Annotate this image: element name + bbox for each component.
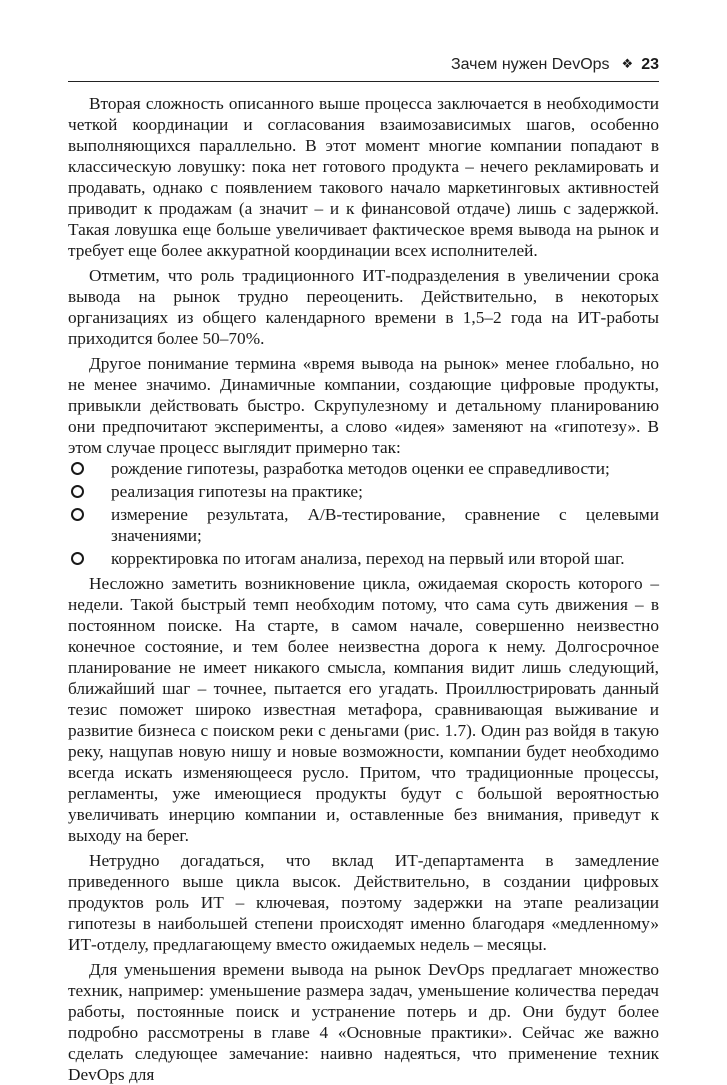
list-item [68, 458, 659, 479]
circle-bullet-icon [71, 552, 84, 565]
body-text [68, 93, 659, 1085]
paragraph: Нетрудно догадаться, что вклад ИТ-департамента в замедление приведенного выше цикла высок. Действительно, в создании цифровых продуктов роль ИТ – ключевая, поэтому задержки на этапе реализации гипотезы в наибольшей степени происходят именно благодаря «медленному» ИТ-отделу, предлагающему вместо ожидаемых недель – месяцы. [68, 851, 659, 954]
page-number: 23 [641, 56, 659, 73]
circle-bullet-icon [71, 462, 84, 475]
running-header [68, 55, 659, 82]
paragraph: Другое понимание термина «время вывода на рынок» менее глобально, но не менее значимо. Динамичные компании, создающие цифровые продукты, привыкли действовать быстро. Скрупулезному и детальному планированию они предпочитают эксперименты, а слово «идея» заменяют на «гипотезу». В этом случае процесс выглядит примерно так: [68, 354, 659, 457]
header-right [451, 55, 659, 75]
ornament-icon: ❖ [621, 56, 634, 71]
circle-bullet-icon [71, 508, 84, 521]
list-item-text: корректировка по итогам анализа, переход на первый или второй шаг. [111, 549, 625, 568]
chapter-title: Зачем нужен DevOps [450, 56, 610, 73]
circle-bullet-icon [71, 485, 84, 498]
list-item-text: рождение гипотезы, разработка методов оценки ее справедливости; [111, 459, 610, 478]
list-item [68, 548, 659, 569]
list-item-text: измерение результата, A/B-тестирование, сравнение с целевыми значениями; [111, 505, 659, 545]
paragraph: Вторая сложность описанного выше процесса заключается в необходимости четкой координации и согласования взаимозависимых шагов, особенно выполняющихся параллельно. В этот момент многие компании попадают в классическую ловушку: пока нет готового продукта – нечего рекламировать и продавать, однако с появлением такового начало маркетинговых активностей приводит к продажам (а значит – и к финансовой отдаче) лишь с задержкой. Такая ловушка еще больше увеличивает фактическое время вывода на рынок и требует еще более аккуратной координации всех исполнителей. [68, 94, 659, 260]
paragraph: Отметим, что роль традиционного ИТ-подразделения в увеличении срока вывода на рынок трудно переоценить. Действительно, в некоторых организациях из общего календарного времени в 1,5–2 года на ИТ-работы приходится более 50–70%. [68, 266, 659, 348]
paragraph: Несложно заметить возникновение цикла, ожидаемая скорость которого – недели. Такой быстрый темп необходим потому, что сама суть движения – в постоянном поиске. На старте, в самом начале, совершенно неизвестно конечное состояние, и тем более неизвестна дорога к нему. Долгосрочное планирование не имеет никакого смысла, компания видит лишь следующий, ближайший шаг – точнее, пытается его угадать. Проиллюстрировать данный тезис поможет широко известная метафора, сравнивающая выживание и развитие бизнеса с поиском реки с деньгами (рис. 1.7). Один раз войдя в такую реку, нащупав новую нишу и новые возможности, компании будет необходимо всегда искать изменяющееся русло. Притом, что традиционные процессы, регламенты, уже имеющиеся продукты будут с большой вероятностью увеличивать инерцию компании и, оставленные без внимания, приведут к выходу на берег. [68, 574, 659, 845]
list-item [68, 481, 659, 502]
list-item [68, 504, 659, 546]
list-item-text: реализация гипотезы на практике; [111, 482, 363, 501]
bullet-list [68, 458, 659, 569]
paragraph: Для уменьшения времени вывода на рынок DevOps предлагает множество техник, например: уменьшение размера задач, уменьшение количества передач работы, постоянные поиск и устранение потерь и др. Они будут более подробно рассмотрены в главе 4 «Основные практики». Сейчас же важно сделать следующее замечание: наивно надеяться, что применение техник DevOps для [68, 960, 659, 1084]
